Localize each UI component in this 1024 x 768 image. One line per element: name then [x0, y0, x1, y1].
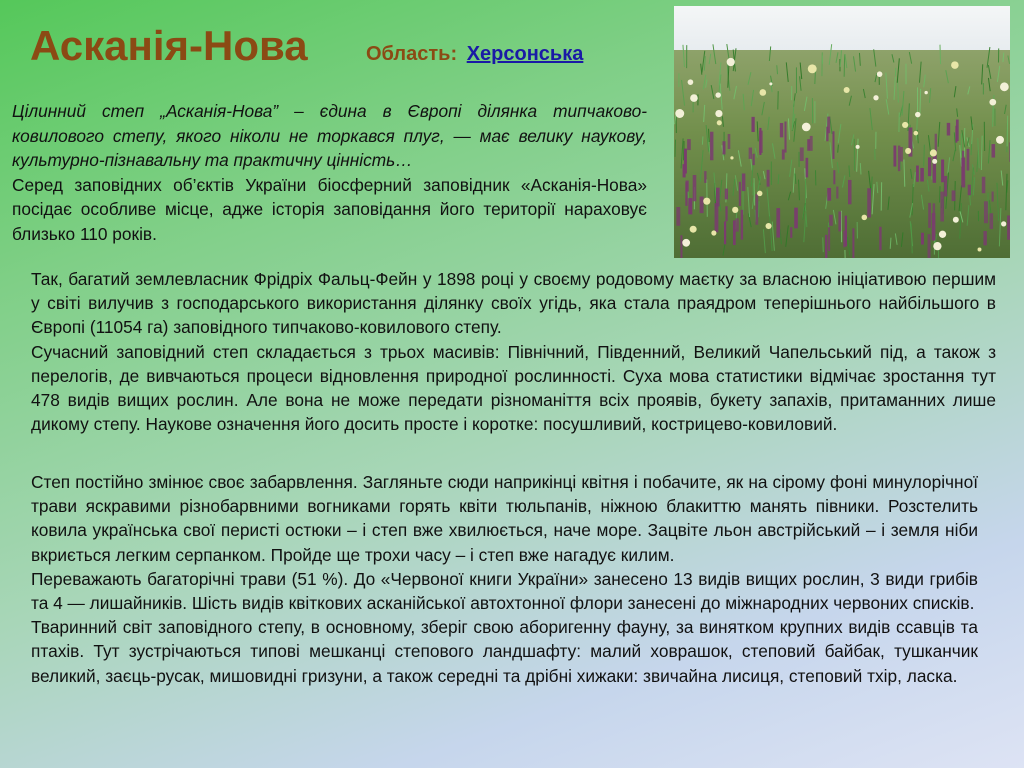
body-text-block: [31, 267, 996, 436]
grass-blade: [860, 163, 861, 174]
sage-flower: [828, 227, 830, 251]
white-flower: [953, 217, 959, 223]
sage-flower: [810, 136, 813, 151]
sage-flower: [767, 170, 770, 187]
white-flower: [760, 89, 767, 96]
grass-blade: [940, 186, 941, 202]
intro-quote: Цілинний степ „Асканія-Нова” – єдина в Європі ділянка типчаково-ковилового степу, якого ніколи не торкався плуг, — має велику наукову, культурно-пізнавальну та практичну цінність…: [12, 101, 647, 170]
sage-flower: [928, 203, 931, 228]
sage-flower: [867, 188, 871, 217]
intro-paragraph: Серед заповідних об’єктів України біосферний заповідник «Асканія-Нова» посідає особливе місце, адже історія заповідання його території нараховує близько 110 років.: [12, 174, 647, 244]
sage-flower: [735, 218, 738, 231]
white-flower: [951, 61, 959, 69]
sage-flower: [780, 123, 783, 137]
sage-flower: [806, 158, 809, 178]
grass-blade: [758, 201, 759, 217]
sage-flower: [916, 166, 919, 182]
sage-flower: [1007, 215, 1010, 239]
white-flower: [1001, 221, 1006, 226]
white-flower: [877, 71, 883, 77]
sage-flower: [807, 139, 810, 151]
sage-flower: [983, 231, 986, 245]
white-flower: [989, 99, 996, 106]
intro-block: [12, 99, 647, 246]
sage-flower: [848, 180, 852, 204]
sage-flower: [680, 235, 682, 258]
white-flower: [715, 110, 722, 117]
steppe-photo-image: [674, 6, 1010, 258]
sage-flower: [733, 220, 736, 245]
white-flower: [844, 87, 850, 93]
sage-flower: [928, 157, 931, 176]
body2-paragraph-1: Степ постійно змінює своє забарвлення. Загляньте сюди наприкінці квітня і побачите, як на сірому фоні минулорічної трави яскравими різнобарвними вогниками горять квіти тюльпанів, ніжною блакиттю манять півники. Розстелить ковила українська свої перисті остюки – і степ вже хвилюється, наче море. Зацвіте льон австрійський – і земля ніби вкриється легким серпанком. Пройде ще трохи часу – і степ вже нагадує килим.: [31, 472, 978, 565]
grass-blade: [844, 54, 845, 76]
white-flower: [730, 156, 733, 159]
white-flower: [939, 231, 946, 238]
sage-flower: [700, 197, 704, 214]
sage-flower: [955, 126, 957, 143]
sage-flower: [784, 122, 786, 153]
sage-flower: [742, 173, 746, 191]
sage-flower: [704, 171, 706, 183]
sage-flower: [968, 185, 971, 195]
body-paragraph-2: Сучасний заповідний степ складається з трьох масивів: Північний, Південний, Великий Чапельський під, а також з перелогів, де вивчаються процеси відновлення природної рослинності. Суха мова статистики відмічає зростання тут 478 видів вищих рослин. Але вона не може передати різноманіття всіх проявів, букету запахів, притаманних лише дикому степу. Наукове означення його досить просте і коротке: посушливий, кострицево-ковиловий.: [31, 341, 996, 435]
white-flower: [717, 120, 722, 125]
sage-flower: [900, 147, 903, 161]
region-link[interactable]: Херсонська: [466, 43, 584, 65]
grass-blade: [924, 145, 925, 167]
white-flower: [914, 131, 919, 136]
sage-flower: [724, 221, 726, 244]
white-flower: [902, 122, 908, 128]
sage-flower: [759, 131, 763, 153]
sage-flower: [941, 160, 944, 183]
sage-flower: [676, 207, 680, 226]
sage-flower: [688, 198, 692, 214]
sage-flower: [940, 192, 944, 222]
sage-flower: [838, 211, 841, 231]
sage-flower: [728, 134, 731, 149]
sage-flower: [829, 215, 833, 226]
region-label: Область:: [366, 43, 458, 65]
sage-flower: [833, 170, 835, 184]
white-flower: [873, 95, 878, 100]
sage-flower: [947, 123, 950, 136]
page-title: Асканія-Нова: [30, 22, 308, 69]
white-flower: [690, 94, 698, 102]
white-flower: [769, 82, 772, 85]
white-flower: [757, 191, 762, 196]
white-flower: [930, 149, 937, 156]
sage-flower: [687, 139, 691, 150]
sage-flower: [782, 149, 785, 159]
sage-flower: [984, 201, 988, 223]
sage-flower: [952, 190, 956, 201]
sage-flower: [716, 188, 720, 207]
grass-blade: [709, 129, 710, 142]
sage-flower: [893, 146, 896, 167]
sage-flower: [832, 131, 834, 159]
white-flower: [856, 145, 860, 149]
white-flower: [727, 58, 735, 66]
white-flower: [766, 223, 772, 229]
sage-flower: [920, 168, 924, 182]
sage-flower: [852, 228, 854, 258]
white-flower: [996, 136, 1004, 144]
white-flower: [703, 198, 710, 205]
body2-paragraph-3: Тваринний світ заповідного степу, в основному, зберіг свою аборигенну фауну, за винятком крупних видів ссавців та птахів. Тут зустрічаються типові мешканці степового ландшафту: малий ховрашок, степовий байбак, тушканчик великий, заєць-русак, мишовидні гризуни, а також середні та дрібні хижаки: звичайна лисиця, степовий тхір, ласка.: [31, 617, 978, 686]
white-flower: [682, 239, 690, 247]
white-flower: [715, 92, 720, 97]
white-flower: [932, 159, 937, 164]
sage-flower: [751, 117, 754, 132]
grass-blade: [754, 178, 755, 205]
sage-flower: [693, 175, 697, 201]
white-flower: [675, 109, 684, 118]
sage-flower: [990, 213, 994, 229]
sage-flower: [967, 149, 970, 171]
white-flower: [905, 148, 911, 154]
sage-flower: [794, 208, 798, 229]
photo-sky: [674, 6, 1010, 56]
sage-flower: [827, 188, 831, 201]
white-flower: [1000, 82, 1009, 91]
sage-flower: [725, 189, 728, 200]
white-flower: [688, 79, 694, 85]
sage-flower: [741, 210, 743, 240]
sage-flower: [898, 146, 900, 172]
sage-flower: [928, 234, 931, 258]
sage-flower: [685, 182, 687, 205]
white-flower: [978, 248, 982, 252]
sage-flower: [800, 147, 804, 161]
sage-flower: [739, 182, 741, 206]
steppe-photo: [674, 6, 1010, 258]
body-paragraph-1: Так, багатий землевласник Фрідріх Фальц-Фейн у 1898 році у своєму родовому маєтку за власною ініціативою першим у світі вилучив з господарського використання ділянку своїх угідь, яка стала праядром теперішнього найбільшого в Європі (11054 га) заповідного типчаково-ковилового степу.: [31, 269, 996, 338]
white-flower: [711, 230, 716, 235]
sage-flower: [879, 227, 881, 250]
sage-flower: [683, 164, 686, 177]
grass-blade: [940, 45, 941, 64]
sage-flower: [843, 231, 845, 247]
sage-flower: [825, 235, 827, 258]
white-flower: [732, 207, 738, 213]
sage-flower: [725, 206, 727, 221]
sage-flower: [933, 203, 936, 213]
sage-flower: [992, 144, 996, 158]
sage-flower: [749, 148, 752, 159]
white-flower: [915, 112, 920, 117]
body-text-block-2: [31, 470, 978, 688]
sage-flower: [982, 177, 986, 193]
sage-flower: [944, 176, 947, 197]
sage-flower: [992, 191, 994, 201]
sage-flower: [826, 127, 828, 142]
white-flower: [808, 64, 817, 73]
sage-flower: [836, 187, 838, 199]
sage-flower: [961, 158, 965, 188]
sage-flower: [715, 203, 719, 232]
body2-paragraph-2: Переважають багаторічні трави (51 %). До «Червоної книги України» занесено 13 видів вищих рослин, 3 види грибів та 4 — лишайників. Шість видів квіткових асканійської автохтонної флори занесені до міжнародних червоних списків.: [31, 568, 978, 614]
region-line: [366, 43, 583, 66]
white-flower: [933, 242, 941, 250]
sage-flower: [790, 227, 792, 238]
sage-flower: [710, 132, 713, 161]
white-flower: [924, 91, 927, 94]
sage-flower: [921, 233, 924, 245]
sage-flower: [1009, 142, 1010, 161]
white-flower: [690, 226, 697, 233]
white-flower: [802, 123, 811, 132]
sage-flower: [753, 154, 755, 165]
white-flower: [862, 215, 868, 221]
sage-flower: [723, 141, 726, 154]
sage-flower: [932, 213, 936, 241]
sage-flower: [776, 208, 780, 237]
sage-flower: [755, 194, 758, 225]
